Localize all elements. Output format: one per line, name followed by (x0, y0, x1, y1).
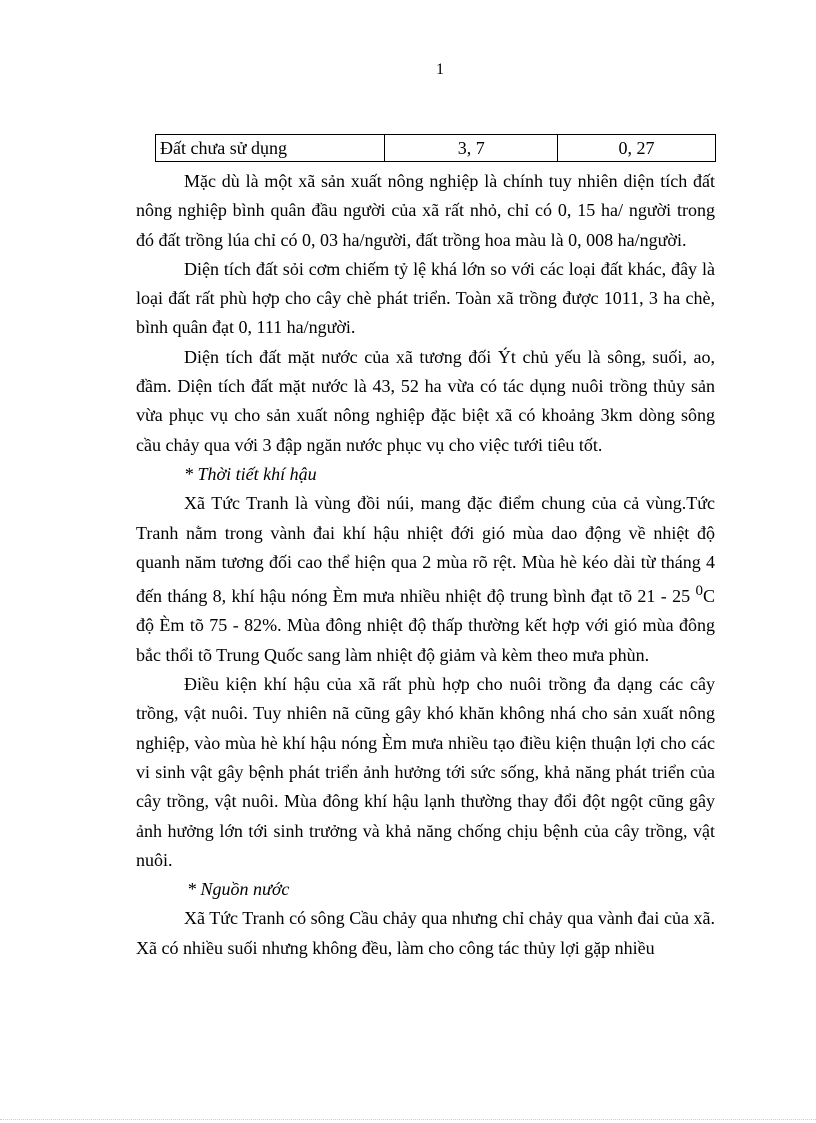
paragraph: Xã Tức Tranh có sông Cầu chảy qua nhưng chỉ chảy qua vành đai của xã. Xã có nhiều suối nhưng không đều, làm cho công tác thủy lợi gặp nhiều (136, 908, 715, 958)
document-body (136, 167, 715, 963)
section-heading-weather: * Thời tiết khí hậu (184, 463, 317, 484)
paragraph-text: Xã Tức Tranh là vùng đồi núi, mang đặc điểm chung của cả vùng.Tức Tranh nằm trong vành đai khí hậu nhiệt đới gió mùa dao động về nhiệt độ quanh năm tương đối cao thể hiện qua 2 mùa rõ rệt. Mùa hè kéo dài từ tháng 4 đến tháng 8, khí hậu nóng Èm mưa nhiều nhiệt độ trung bình đạt tõ 21 - 25 (136, 493, 715, 607)
table-cell-value: 0, 27 (558, 135, 716, 162)
paragraph: Diện tích đất mặt nước của xã tương đối Ýt chủ yếu là sông, suối, ao, đầm. Diện tích đất mặt nước là 43, 52 ha vừa có tác dụng nuôi trồng thủy sản vừa phục vụ cho sản xuất nông nghiệp đặc biệt xã có khoảng 3km dòng sông cầu chảy qua với 3 đập ngăn nước phục vụ cho việc tưới tiêu tốt. (136, 346, 715, 455)
paragraph-text: C độ Èm tõ 75 - 82%. Mùa đông nhiệt độ thấp thường kết hợp với gió mùa đông bắc thổi tõ Trung Quốc sang làm nhiệt độ giảm và kèm theo mưa phùn. (136, 586, 715, 665)
paragraph: Điều kiện khí hậu của xã rất phù hợp cho nuôi trồng đa dạng các cây trồng, vật nuôi. Tuy nhiên nã cũng gây khó khăn không nhá cho sản xuất nông nghiệp, vào mùa hè khí hậu nóng Èm mưa nhiều tạo điều kiện thuận lợi cho các vi sinh vật gây bệnh phát triển ảnh hưởng tới sức sống, khả năng phát triển của cây trồng, vật nuôi. Mùa đông khí hậu lạnh thường thay đổi đột ngột cũng gây ảnh hưởng lớn tới sinh trưởng và khả năng chống chịu bệnh của cây trồng, vật nuôi. (136, 674, 715, 870)
page-number: 1 (436, 61, 444, 78)
table-row (156, 135, 716, 162)
table-cell-value: 3, 7 (385, 135, 558, 162)
paragraph (136, 489, 715, 670)
table-cell-label: Đất chưa sử dụng (156, 135, 385, 162)
superscript: 0 (695, 583, 703, 600)
land-use-table (155, 134, 716, 162)
paragraph: Mặc dù là một xã sản xuất nông nghiệp là chính tuy nhiên diện tích đất nông nghiệp bình quân đầu người của xã rất nhỏ, chỉ có 0, 15 ha/ người trong đó đất trồng lúa chỉ có 0, 03 ha/người, đất trồng hoa màu là 0, 008 ha/người. (136, 171, 715, 250)
section-heading-water: * Nguồn nước (187, 879, 290, 900)
paragraph: Diện tích đất sỏi cơm chiếm tỷ lệ khá lớn so với các loại đất khác, đây là loại đất rất phù hợp cho cây chè phát triển. Toàn xã trồng được 1011, 3 ha chè, bình quân đạt 0, 111 ha/người. (136, 258, 715, 338)
page-bottom-rule (0, 1119, 816, 1120)
